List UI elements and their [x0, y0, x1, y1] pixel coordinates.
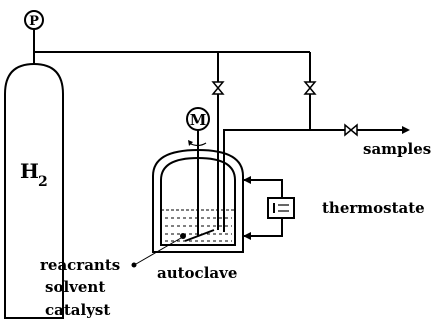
autoclave-label: autoclave [157, 264, 238, 282]
thermostate-label: thermostate [322, 199, 425, 217]
thermostat-arrow-in [243, 176, 251, 184]
valve-left [213, 82, 223, 94]
h2-label: H [20, 159, 39, 183]
sample-arrow [402, 126, 410, 134]
h2-subscript: 2 [38, 174, 48, 190]
valve-right [305, 82, 315, 94]
valve-samples [345, 125, 357, 135]
contents-label-reactants: reacrants [40, 256, 121, 274]
motor-symbol: M [189, 111, 207, 129]
contents-label-catalyst: catalyst [45, 301, 111, 319]
thermostat-unit [268, 198, 294, 218]
stirrer-blade [185, 230, 214, 241]
samples-label: samples [363, 140, 432, 158]
pressure-gauge-symbol: P [29, 14, 39, 29]
contents-label-solvent: solvent [45, 278, 106, 296]
contents-pointer-dot [132, 263, 137, 268]
thermostat-arrow-out [243, 232, 251, 240]
